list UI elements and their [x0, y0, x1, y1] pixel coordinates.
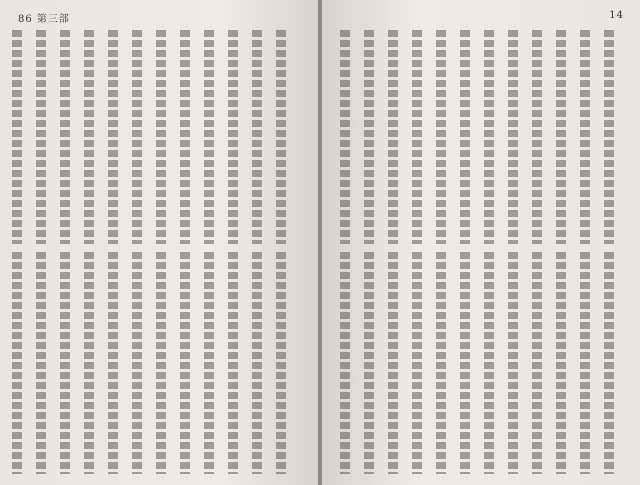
- text-column: [604, 252, 614, 474]
- text-column: [60, 30, 70, 244]
- text-column: [228, 252, 238, 474]
- text-column: [460, 252, 470, 474]
- text-column: [84, 30, 94, 244]
- text-column: [580, 252, 590, 474]
- text-column: [12, 252, 22, 474]
- upper-text-block: [10, 30, 308, 244]
- text-column: [340, 30, 350, 244]
- text-column: [388, 252, 398, 474]
- left-page: [0, 0, 318, 485]
- text-column: [252, 252, 262, 474]
- text-column: [532, 30, 542, 244]
- text-column: [276, 30, 286, 244]
- running-header: 86 第三部: [18, 14, 70, 25]
- text-column: [132, 252, 142, 474]
- text-column: [508, 30, 518, 244]
- text-column: [484, 30, 494, 244]
- text-column: [156, 30, 166, 244]
- text-column: [36, 252, 46, 474]
- text-column: [132, 30, 142, 244]
- text-column: [36, 30, 46, 244]
- text-column: [12, 30, 22, 244]
- lower-text-block: [332, 252, 630, 474]
- text-column: [508, 252, 518, 474]
- text-column: [60, 252, 70, 474]
- text-column: [340, 252, 350, 474]
- text-column: [484, 252, 494, 474]
- text-column: [84, 252, 94, 474]
- text-column: [276, 252, 286, 474]
- text-column: [180, 30, 190, 244]
- text-column: [204, 30, 214, 244]
- text-column: [228, 30, 238, 244]
- text-column: [556, 252, 566, 474]
- upper-text-block: [332, 30, 630, 244]
- text-column: [460, 30, 470, 244]
- text-column: [252, 30, 262, 244]
- text-column: [364, 30, 374, 244]
- page-number: 14: [609, 10, 624, 21]
- lower-text-block: [10, 252, 308, 474]
- text-column: [156, 252, 166, 474]
- text-column: [556, 30, 566, 244]
- text-column: [532, 252, 542, 474]
- text-column: [108, 252, 118, 474]
- text-column: [604, 30, 614, 244]
- text-column: [180, 252, 190, 474]
- text-column: [108, 30, 118, 244]
- text-column: [388, 30, 398, 244]
- text-column: [412, 252, 422, 474]
- text-column: [436, 252, 446, 474]
- right-page: [322, 0, 640, 485]
- text-column: [580, 30, 590, 244]
- text-column: [364, 252, 374, 474]
- text-column: [412, 30, 422, 244]
- text-column: [436, 30, 446, 244]
- text-column: [204, 252, 214, 474]
